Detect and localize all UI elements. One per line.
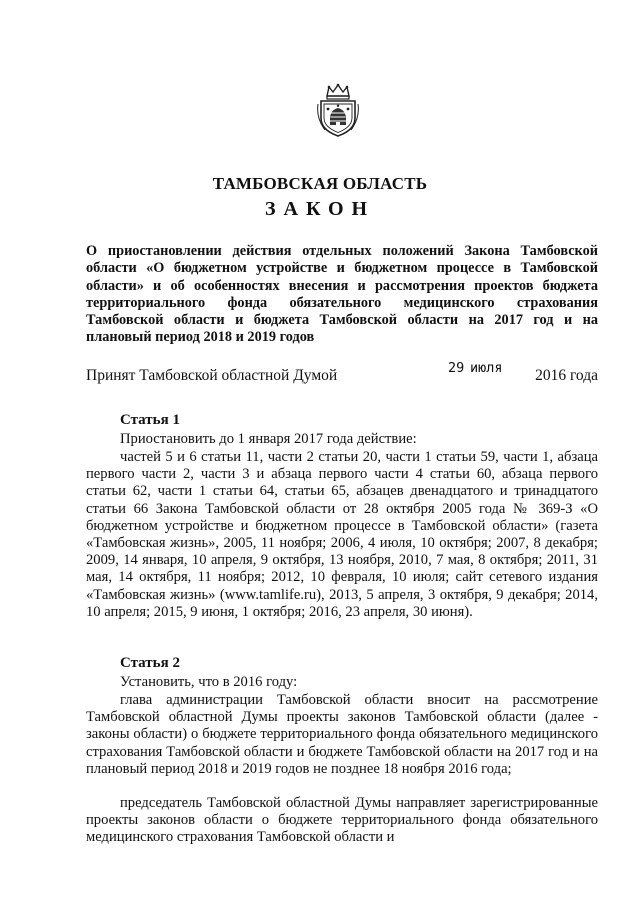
article-1-intro: Приостановить до 1 января 2017 года действие: — [120, 431, 417, 447]
adoption-line — [86, 360, 598, 389]
coat-of-arms-icon — [315, 82, 361, 138]
adoption-day: 29 — [448, 360, 465, 376]
article-2-paragraph-1: глава администрации Тамбовской области вносит на рассмотрение Тамбовской областной Думы проекты законов Тамбовской области (далее - законы области) о бюджете территориального фонда обязательного медицинского страхования Тамбовской области и бюджете Тамбовской области на 2017 год и на плановый период 2018 и 2019 годов не позднее 18 ноября 2016 года; — [86, 692, 598, 777]
document-type-heading: ЗАКОН — [264, 198, 376, 220]
article-2-paragraph-2: председатель Тамбовской областной Думы направляет зарегистрированные проекты законов области о бюджете территориального фонда обязательного медицинского страхования Тамбовской области и — [86, 795, 598, 846]
article-2-heading: Статья 2 — [120, 655, 180, 671]
article-1-heading: Статья 1 — [120, 412, 180, 428]
article-1-body: частей 5 и 6 статьи 11, части 2 статьи 20, части 1 статьи 59, части 1, абзаца первого части 2, части 3 и абзаца первого части 4 статьи 60, абзаца первого статьи 62, части 1 статьи 64, статьи 65, абзацев двенадцатого и тринадцатого статьи 66 Закона Тамбовской области от 28 октября 2005 года № 369-З «О бюджетном устройстве и бюджетном процессе в Тамбовской области» (газета «Тамбовская жизнь», 2005, 11 ноября; 2006, 4 июля, 10 октября; 2007, 8 декабря; 2009, 14 января, 10 апреля, 9 октября, 13 ноября, 2010, 7 мая, 8 октября; 2011, 31 мая, 14 октября, 11 ноября; 2012, 10 февраля, 10 июля; сайт сетевого издания «Тамбовская жизнь» (www.tamlife.ru), 2013, 5 апреля, 3 октября, 9 декабря; 2014, 10 апреля; 2015, 9 июня, 1 октября; 2016, 23 апреля, 30 июня). — [86, 449, 598, 620]
region-title: ТАМБОВСКАЯ ОБЛАСТЬ — [212, 174, 428, 193]
law-title: О приостановлении действия отдельных положений Закона Тамбовской области «О бюджетном устройстве и бюджетном процессе в Тамбовской области» и об особенностях внесения и рассмотрения проектов бюджета территориального фонда обязательного медицинского страхования Тамбовской области и бюджета Тамбовской области на 2017 год и на плановый период 2018 и 2019 годов — [86, 243, 598, 346]
adoption-month: июля — [470, 360, 503, 376]
adoption-year: 2016 года — [535, 367, 598, 384]
article-2-intro: Установить, что в 2016 году: — [120, 674, 298, 690]
adoption-text: Принят Тамбовской областной Думой — [86, 367, 338, 384]
